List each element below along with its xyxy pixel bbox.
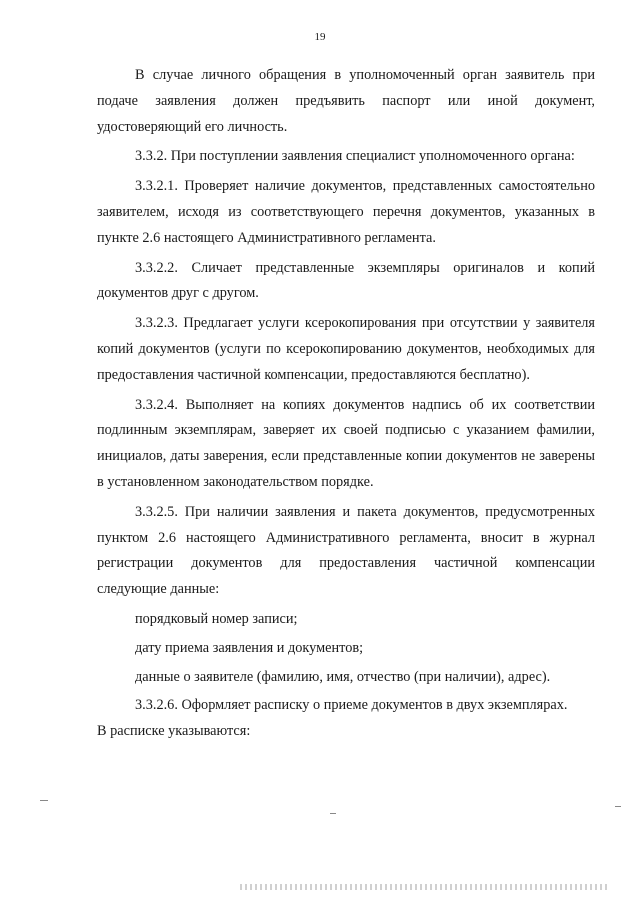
paragraph-personal-appeal: В случае личного обращения в уполномоченный орган заявитель при подаче заявления должен предъявить паспорт или иной документ, удостоверяющий его личность. [97, 67, 595, 135]
list-item: дату приема заявления и документов; [135, 639, 364, 656]
scan-speck [40, 800, 48, 801]
paragraph-3-3-2-3: 3.3.2.3. Предлагает услуги ксерокопирования при отсутствии у заявителя копий документов (услуги по ксерокопированию документов, необходимых для предоставления частичной компенсации, предоставляются бесплатно). [97, 315, 595, 383]
paragraph-3-3-2: 3.3.2. При поступлении заявления специалист уполномоченного органа: [135, 148, 575, 165]
scan-noise [240, 884, 610, 890]
paragraph-3-3-2-2: 3.3.2.2. Сличает представленные экземпляры оригиналов и копий документов друг с другом. [97, 259, 595, 302]
list-item: порядковый номер записи; [135, 610, 298, 627]
scan-speck [330, 813, 336, 814]
paragraph-3-3-2-1: 3.3.2.1. Проверяет наличие документов, представленных самостоятельно заявителем, исходя из соответствующего перечня документов, указанных в пункте 2.6 настоящего Административного регламента. [97, 178, 595, 246]
paragraph-receipt-contents: В расписке указываются: [97, 723, 251, 740]
list-item: данные о заявителе (фамилию, имя, отчество (при наличии), адрес). [135, 668, 551, 685]
document-body [97, 63, 595, 749]
paragraph-3-3-2-5: 3.3.2.5. При наличии заявления и пакета документов, предусмотренных пунктом 2.6 настоящего Административного регламента, вносит в журнал регистрации документов для предоставления частичной компенсации следующие данные: [97, 503, 595, 598]
scan-speck [615, 806, 621, 807]
page-number: 19 [314, 31, 326, 43]
paragraph-3-3-2-4: 3.3.2.4. Выполняет на копиях документов надпись об их соответствии подлинным экземплярам, заверяет их своей подписью с указанием фамилии, инициалов, даты заверения, если представленные копии документов не заверены в установленном законодательством порядке. [97, 396, 595, 490]
paragraph-3-3-2-6: 3.3.2.6. Оформляет расписку о приеме документов в двух экземплярах. [135, 697, 568, 714]
